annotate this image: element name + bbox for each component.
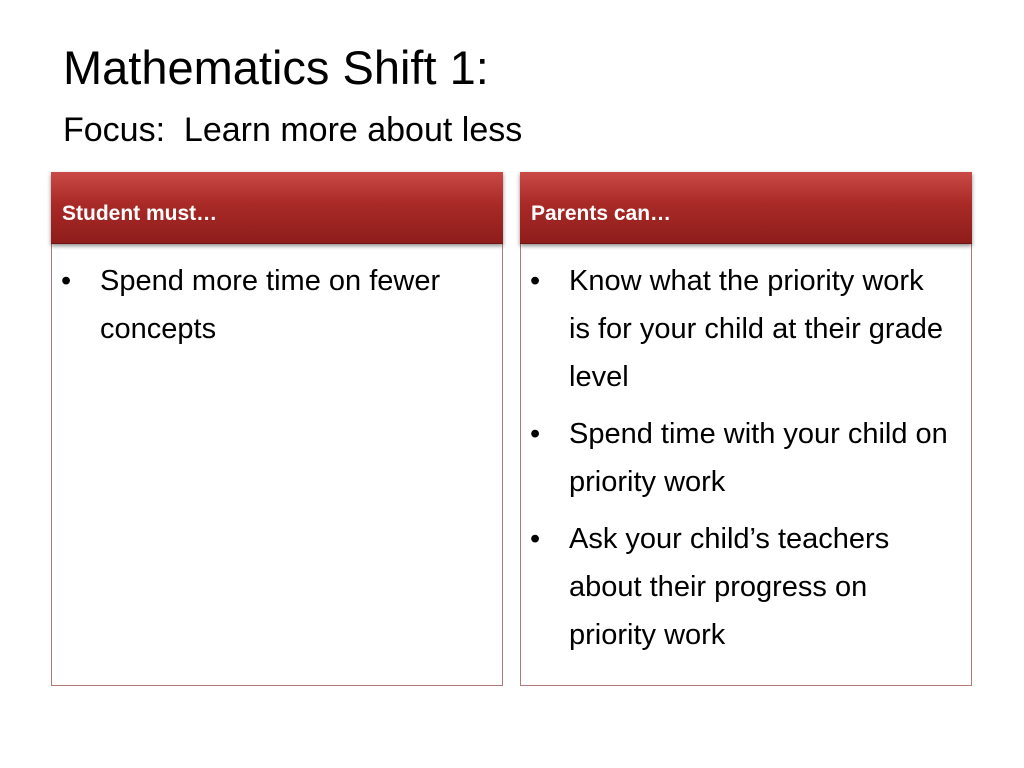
bullet-item xyxy=(521,257,951,401)
student-bullet-list xyxy=(52,257,482,362)
bullet-text: Know what the priority work is for your child at their grade level xyxy=(569,265,943,393)
bullet-item xyxy=(52,257,482,353)
parents-bullet-list xyxy=(521,257,951,668)
bullet-text: Spend more time on fewer concepts xyxy=(100,265,441,345)
parents-column xyxy=(520,172,972,686)
bullet-item xyxy=(521,410,951,506)
student-column xyxy=(51,172,503,686)
bullet-dot-icon: • xyxy=(530,418,541,450)
student-column-header-label: Student must… xyxy=(62,202,218,225)
parents-column-header xyxy=(520,172,972,244)
bullet-text: Spend time with your child on priority work xyxy=(569,418,948,498)
bullet-text: Ask your child’s teachers about their progress on priority work xyxy=(569,523,890,651)
parents-column-header-label: Parents can… xyxy=(531,202,672,225)
slide-subtitle: Focus: Learn more about less xyxy=(63,111,523,149)
student-column-header xyxy=(51,172,503,244)
bullet-dot-icon: • xyxy=(530,265,541,297)
bullet-item xyxy=(521,515,951,659)
bullet-dot-icon: • xyxy=(61,265,72,297)
bullet-dot-icon: • xyxy=(530,523,541,555)
slide-title: Mathematics Shift 1: xyxy=(63,41,489,94)
